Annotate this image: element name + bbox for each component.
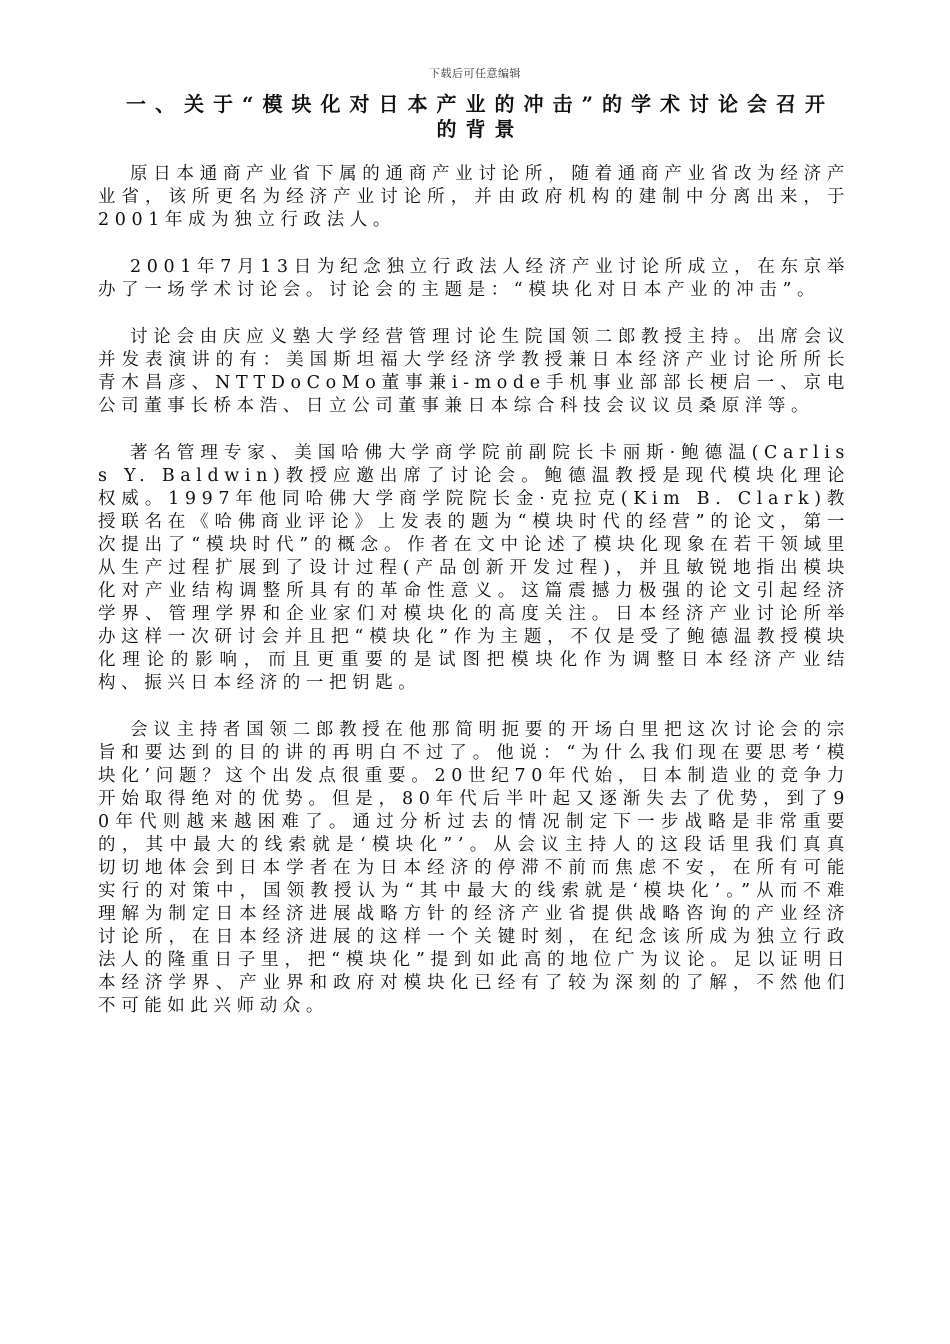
section-title: 一、关于“模块化对日本产业的冲击”的学术讨论会召开的背景 xyxy=(125,92,834,141)
paragraph: 原日本通商产业省下属的通商产业讨论所，随着通商产业省改为经济产业省，该所更名为经济产业讨论所，并由政府机构的建制中分离出来，于2001年成为独立行政法人。 xyxy=(98,164,850,230)
paragraph: 会议主持者国领二郎教授在他那简明扼要的开场白里把这次讨论会的宗旨和要达到的目的讲的再明白不过了。他说：“为什么我们现在要思考‘模块化’问题？这个出发点很重要。20世纪70年代始，日本制造业的竞争力开始取得绝对的优势。但是，80年代后半叶起又逐渐失去了优势，到了90年代则越来越困难了。通过分析过去的情况制定下一步战略是非常重要的，其中最大的线索就是‘模块化”’。从会议主持人的这段话里我们真真切切地体会到日本学者在为日本经济的停滞不前而焦虑不安，在所有可能实行的对策中，国领教授认为“其中最大的线索就是‘模块化’。”从而不难理解为制定日本经济进展战略方针的经济产业省提供战略咨询的产业经济讨论所，在日本经济进展的这样一个关键时刻，在纪念该所成为独立行政法人的隆重日子里，把“模块化”提到如此高的地位广为议论。足以证明日本经济学界、产业界和政府对模块化已经有了较为深刻的了解，不然他们不可能如此兴师动众。 xyxy=(98,720,850,1016)
paragraph: 讨论会由庆应义塾大学经营管理讨论生院国领二郎教授主持。出席会议并发表演讲的有：美国斯坦福大学经济学教授兼日本经济产业讨论所所长青木昌彦、NTTDoCoMo董事兼i-mode手机事业部部长梗启一、京电公司董事长桥本浩、日立公司董事兼日本综合科技会议议员桑原洋等。 xyxy=(98,327,850,416)
header-note: 下载后可任意编辑 xyxy=(429,67,521,80)
body-text xyxy=(98,163,850,1042)
paragraph: 2001年7月13日为纪念独立行政法人经济产业讨论所成立，在东京举办了一场学术讨论会。讨论会的主题是：“模块化对日本产业的冲击”。 xyxy=(98,257,850,300)
paragraph: 著名管理专家、美国哈佛大学商学院前副院长卡丽斯·鲍德温(Carliss Y. Baldwin)教授应邀出席了讨论会。鲍德温教授是现代模块化理论权威。1997年他同哈佛大学商学院院长金·克拉克(Kim B. Clark)教授联名在《哈佛商业评论》上发表的题为“模块时代的经营”的论文，第一次提出了“模块时代”的概念。作者在文中论述了模块化现象在若干领域里从生产过程扩展到了设计过程(产品创新开发过程)，并且敏锐地指出模块化对产业结构调整所具有的革命性意义。这篇震撼力极强的论文引起经济学界、管理学界和企业家们对模块化的高度关注。日本经济产业讨论所举办这样一次研讨会并且把“模块化”作为主题，不仅是受了鲍德温教授模块化理论的影响，而且更重要的是试图把模块化作为调整日本经济产业结构、振兴日本经济的一把钥匙。 xyxy=(98,443,850,693)
